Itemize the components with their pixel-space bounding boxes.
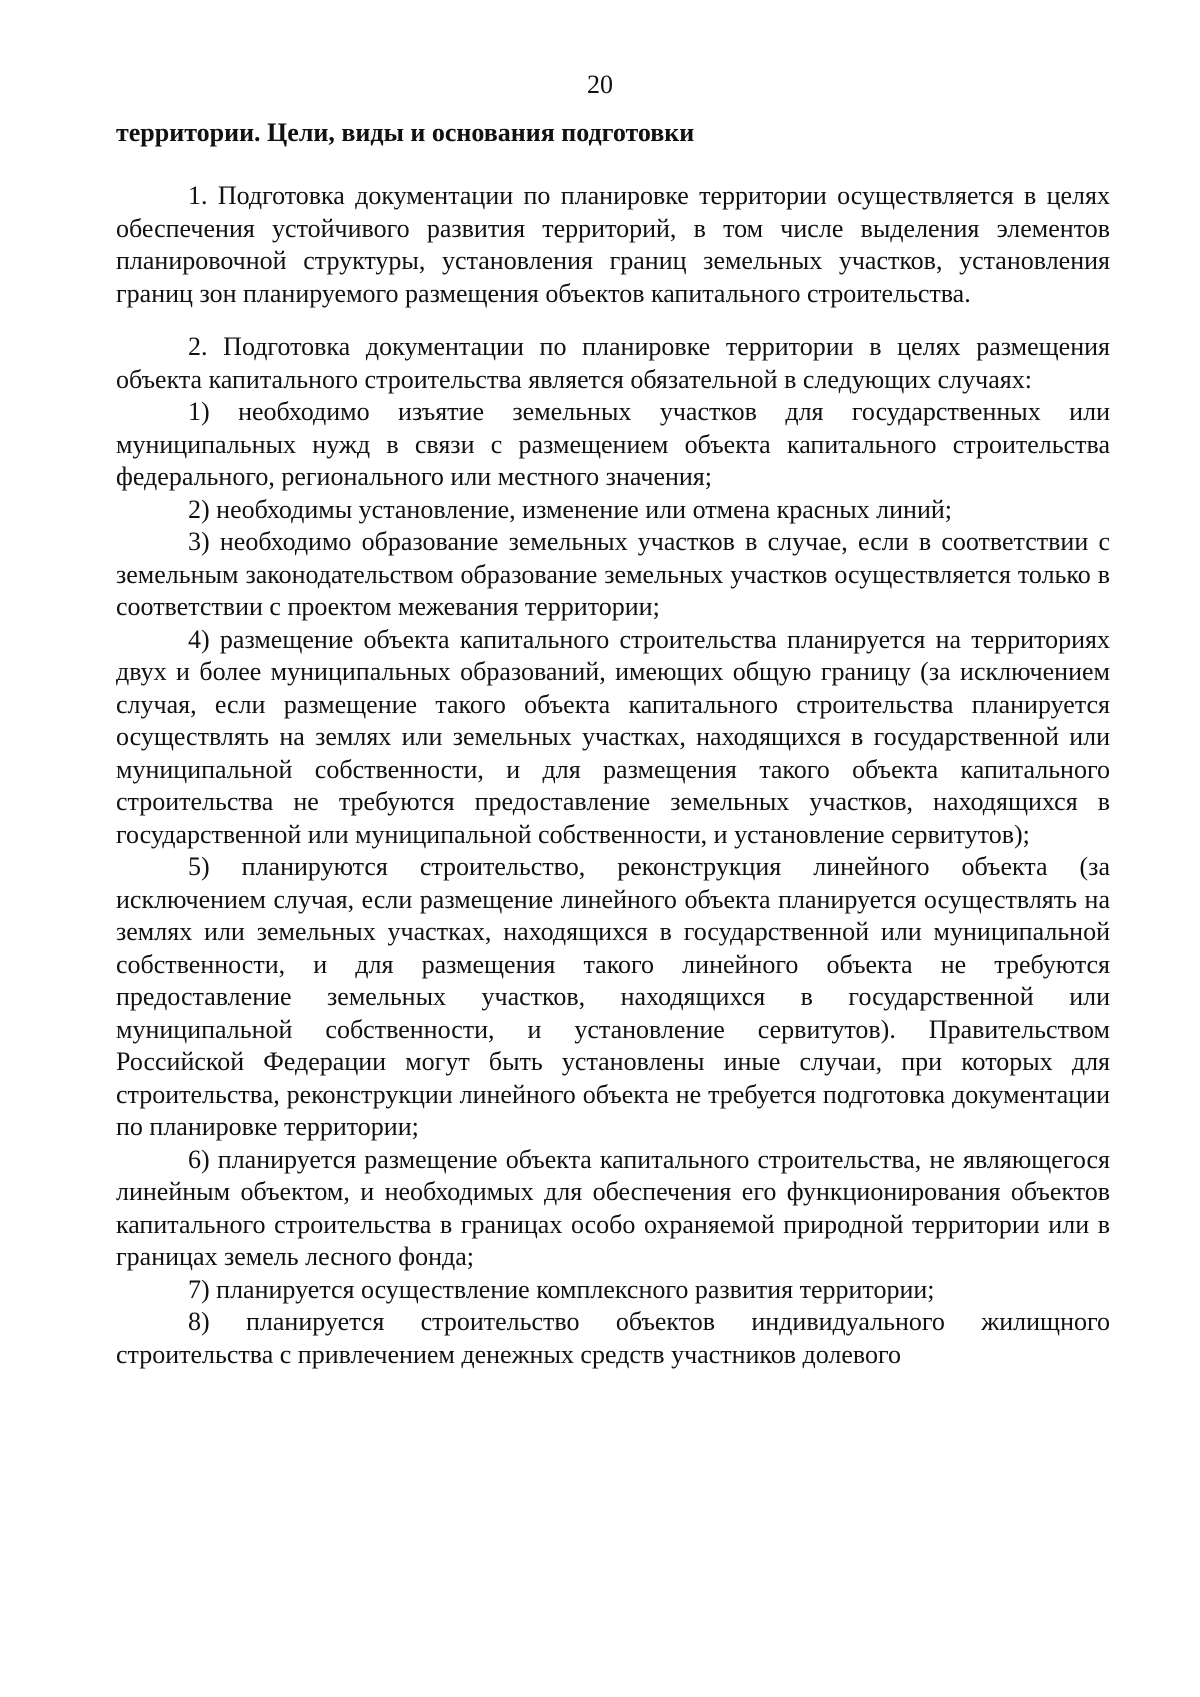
list-item-6: 6) планируется размещение объекта капитального строительства, не являющегося линейным объектом, и необходимых для обеспечения его функционирования объектов капитального строительства в границах особо охраняемой природной территории или в границах земель лесного фонда; <box>116 1144 1110 1271</box>
list-item-7: 7) планируется осуществление комплексного развития территории; <box>188 1274 935 1304</box>
page-number: 20 <box>587 70 613 99</box>
document-body <box>116 180 1110 1371</box>
list-item-8: 8) планируется строительство объектов индивидуального жилищного строительства с привлечением денежных средств участников долевого <box>116 1307 1110 1369</box>
list-item-2: 2) необходимы установление, изменение или отмена красных линий; <box>188 494 953 524</box>
section-heading: территории. Цели, виды и основания подготовки <box>116 118 695 147</box>
list-item-3: 3) необходимо образование земельных участков в случае, если в соответствии с земельным законодательством образование земельных участков осуществляется только в соответствии с проектом межевания территории; <box>116 527 1110 621</box>
paragraph-2: 2. Подготовка документации по планировке территории в целях размещения объекта капитального строительства является обязательной в следующих случаях: <box>116 332 1110 394</box>
list-item-5: 5) планируются строительство, реконструкция линейного объекта (за исключением случая, если размещение линейного объекта планируется осуществлять на землях или земельных участках, находящихся в государственной или муниципальной собственности, и для размещения такого линейного объекта не требуются предоставление земельных участков, находящихся в государственной или муниципальной собственности, и установление сервитутов). Правительством Российской Федерации могут быть установлены иные случаи, при которых для строительства, реконструкции линейного объекта не требуется подготовка документации по планировке территории; <box>116 852 1110 1141</box>
list-item-4: 4) размещение объекта капитального строительства планируется на территориях двух и более муниципальных образований, имеющих общую границу (за исключением случая, если размещение такого объекта капитального строительства планируется осуществлять на землях или земельных участках, находящихся в государственной или муниципальной собственности, и для размещения такого объекта капитального строительства не требуются предоставление земельных участков, находящихся в государственной или муниципальной собственности, и установление сервитутов); <box>116 624 1110 849</box>
list-item-1: 1) необходимо изъятие земельных участков для государственных или муниципальных нужд в связи с размещением объекта капитального строительства федерального, регионального или местного значения; <box>116 397 1110 491</box>
paragraph-1: 1. Подготовка документации по планировке территории осуществляется в целях обеспечения устойчивого развития территорий, в том числе выделения элементов планировочной структуры, установления границ земельных участков, установления границ зон планируемого размещения объектов капитального строительства. <box>116 181 1110 308</box>
